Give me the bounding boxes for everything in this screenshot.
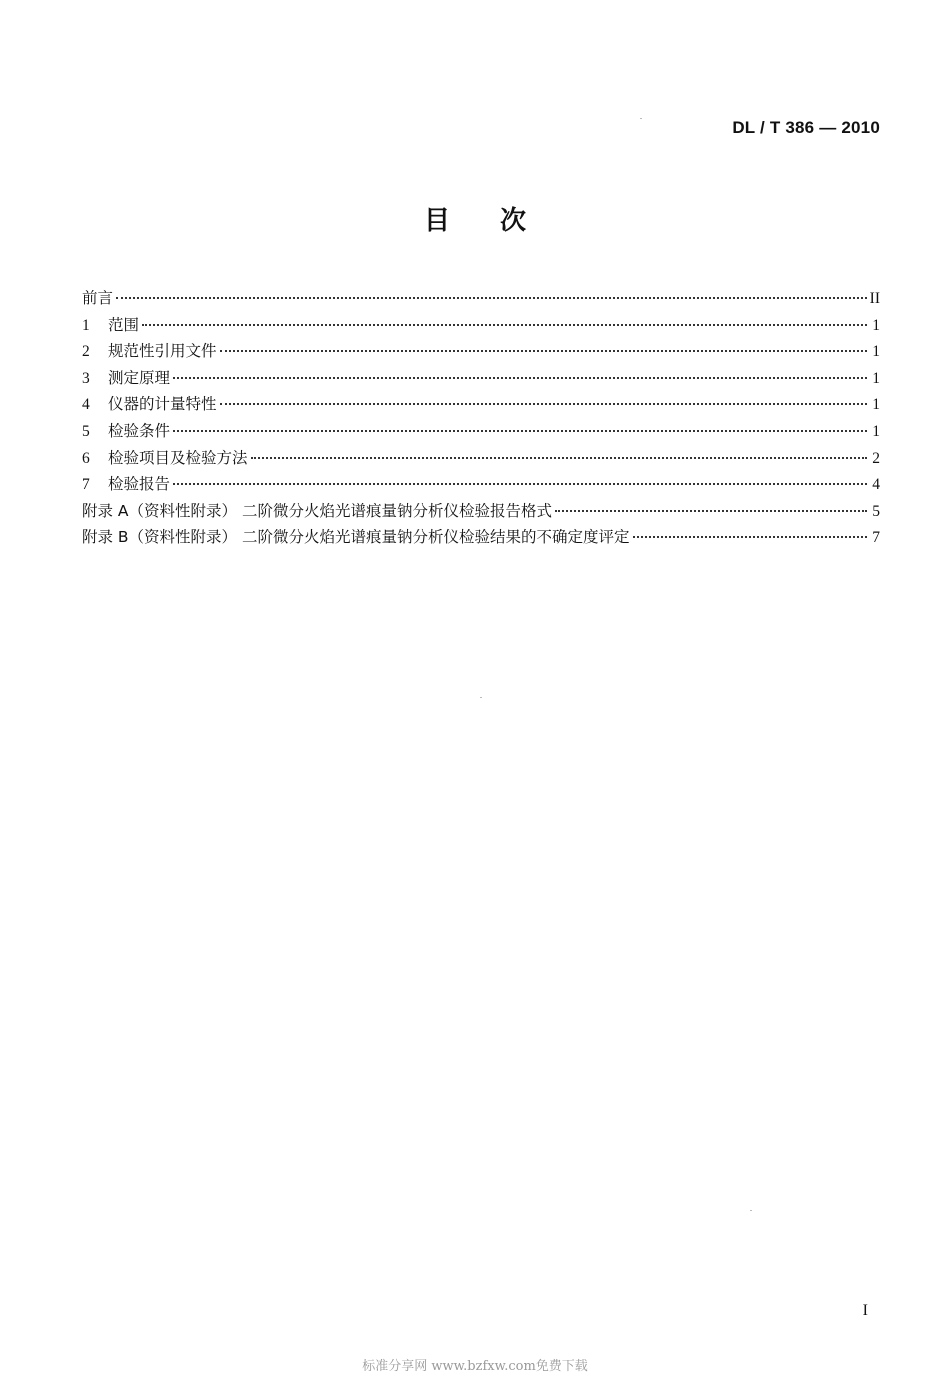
- scan-speck: [640, 118, 642, 119]
- toc-entry-page: 4: [872, 476, 880, 494]
- toc-dot-leader: [116, 297, 867, 299]
- toc-entry-page: 5: [872, 502, 880, 520]
- toc-entry-page: 1: [872, 316, 880, 334]
- toc-entry-1[interactable]: [82, 313, 880, 340]
- toc-dot-leader: [173, 430, 867, 432]
- toc-entry-page: 1: [872, 422, 880, 440]
- toc-entry-label: 检验项目及检验方法: [108, 448, 248, 467]
- scan-speck: [750, 1210, 752, 1211]
- toc-entry-label: 前言: [82, 289, 114, 307]
- toc-entry-2[interactable]: [82, 339, 880, 366]
- toc-entry-page: 1: [872, 396, 880, 414]
- toc-dot-leader: [251, 457, 867, 459]
- toc-entry-foreword[interactable]: [82, 286, 880, 313]
- toc-dot-leader: [633, 536, 868, 538]
- page-title: 目次: [423, 206, 576, 236]
- toc-entry-label: 检验条件: [108, 421, 171, 440]
- toc-dot-leader: [173, 377, 867, 379]
- table-of-contents: [82, 286, 880, 552]
- toc-entry-label: 规范性引用文件: [108, 342, 217, 361]
- toc-entry-appendix-b[interactable]: [82, 525, 880, 552]
- page-number: I: [862, 1302, 868, 1319]
- toc-dot-leader: [173, 483, 867, 485]
- toc-entry-label: 测定原理: [108, 368, 171, 387]
- toc-entry-number: 2: [82, 343, 90, 361]
- toc-entry-page: 1: [872, 369, 880, 387]
- toc-dot-leader: [220, 403, 867, 405]
- toc-entry-page: II: [869, 290, 880, 307]
- standard-code: DL / T 386 — 2010: [732, 118, 880, 137]
- toc-entry-page: 7: [872, 529, 880, 547]
- toc-entry-number: 7: [82, 476, 90, 494]
- toc-entry-page: 1: [872, 343, 880, 361]
- toc-entry-label: 附录 A（资料性附录） 二阶微分火焰光谱痕量钠分析仪检验报告格式: [82, 501, 552, 520]
- watermark: 标准分享网 www.bzfxw.com免费下载: [362, 1359, 588, 1374]
- toc-entry-number: 3: [82, 369, 90, 387]
- toc-entry-label: 范围: [108, 315, 140, 334]
- toc-entry-number: 1: [82, 316, 90, 334]
- toc-entry-label: 检验报告: [108, 475, 171, 494]
- toc-dot-leader: [220, 350, 867, 352]
- toc-dot-leader: [142, 324, 867, 326]
- toc-dot-leader: [555, 510, 867, 512]
- toc-entry-label: 附录 B（资料性附录） 二阶微分火焰光谱痕量钠分析仪检验结果的不确定度评定: [82, 528, 630, 547]
- toc-entry-number: 6: [82, 449, 90, 467]
- toc-entry-number: 4: [82, 396, 90, 414]
- toc-entry-appendix-a[interactable]: [82, 499, 880, 526]
- toc-entry-5[interactable]: [82, 419, 880, 446]
- toc-entry-label: 仪器的计量特性: [108, 395, 217, 414]
- toc-entry-3[interactable]: [82, 366, 880, 393]
- toc-entry-number: 5: [82, 422, 90, 440]
- toc-entry-6[interactable]: [82, 446, 880, 473]
- toc-entry-4[interactable]: [82, 392, 880, 419]
- scan-speck: [480, 697, 482, 698]
- toc-entry-page: 2: [872, 449, 880, 467]
- toc-entry-7[interactable]: [82, 472, 880, 499]
